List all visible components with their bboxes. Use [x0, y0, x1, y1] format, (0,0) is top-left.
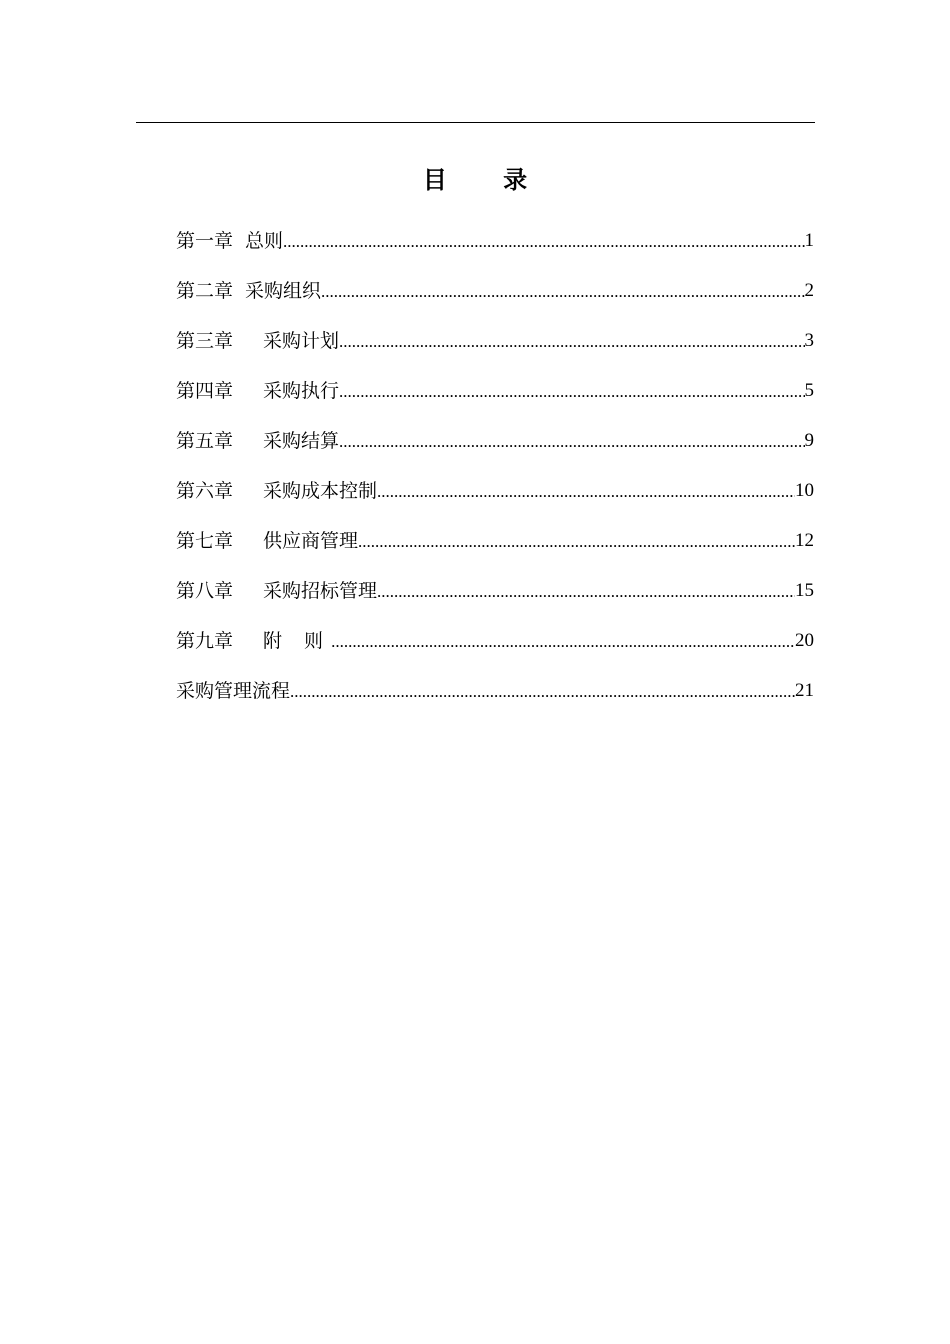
toc-entry-title: 采购组织	[245, 280, 322, 302]
toc-page-number: 21	[795, 680, 814, 701]
toc-chapter-number: 第六章	[176, 480, 234, 502]
toc-page-number: 15	[795, 580, 814, 601]
toc-dot-leader	[358, 524, 795, 560]
toc-chapter-number: 第三章	[176, 330, 234, 352]
toc-page-number: 9	[804, 430, 814, 451]
toc-chapter-number: 第七章	[176, 530, 234, 552]
toc-page-number: 10	[795, 480, 814, 501]
toc-dot-leader	[331, 624, 795, 660]
toc-entry-title: 采购管理流程	[176, 680, 291, 702]
toc-entry[interactable]	[176, 560, 814, 610]
toc-entry[interactable]	[176, 460, 814, 510]
toc-dot-leader	[321, 274, 804, 310]
toc-entry[interactable]	[176, 260, 814, 310]
toc-entry[interactable]	[176, 360, 814, 410]
toc-entry-title: 采购招标管理	[263, 580, 378, 602]
toc-dot-leader	[377, 574, 795, 610]
toc-entry-title: 采购计划	[263, 330, 340, 352]
toc-entry[interactable]	[176, 610, 814, 660]
toc-entry-title: 总则	[245, 230, 284, 252]
toc-chapter-number: 第九章	[176, 630, 234, 652]
toc-page-number: 5	[804, 380, 814, 401]
toc-page-number: 2	[804, 280, 814, 301]
toc-entry-title: 供应商管理	[263, 530, 359, 552]
toc-page-number: 3	[804, 330, 814, 351]
toc-entry[interactable]	[176, 510, 814, 560]
toc-entry-title: 附 则	[263, 630, 332, 652]
toc-page-number: 20	[795, 630, 814, 651]
toc-chapter-number: 第二章	[176, 280, 234, 302]
toc-dot-leader	[283, 224, 804, 260]
toc-chapter-number: 第一章	[176, 230, 234, 252]
toc-dot-leader	[377, 474, 795, 510]
toc-entry[interactable]	[176, 660, 814, 710]
toc-dot-leader	[339, 424, 804, 460]
toc-entry-title: 采购成本控制	[263, 480, 378, 502]
table-of-contents	[176, 210, 814, 710]
toc-entry[interactable]	[176, 210, 814, 260]
toc-dot-leader	[290, 674, 795, 710]
toc-chapter-number: 第四章	[176, 380, 234, 402]
header-rule	[136, 122, 815, 123]
toc-page-number: 1	[804, 230, 814, 251]
toc-page-number: 12	[795, 530, 814, 551]
toc-title: 目 录	[422, 166, 552, 194]
toc-dot-leader	[339, 324, 804, 360]
toc-entry-title: 采购结算	[263, 430, 340, 452]
toc-entry[interactable]	[176, 410, 814, 460]
toc-entry[interactable]	[176, 310, 814, 360]
toc-dot-leader	[339, 374, 804, 410]
toc-chapter-number: 第八章	[176, 580, 234, 602]
toc-entry-title: 采购执行	[263, 380, 340, 402]
toc-chapter-number: 第五章	[176, 430, 234, 452]
